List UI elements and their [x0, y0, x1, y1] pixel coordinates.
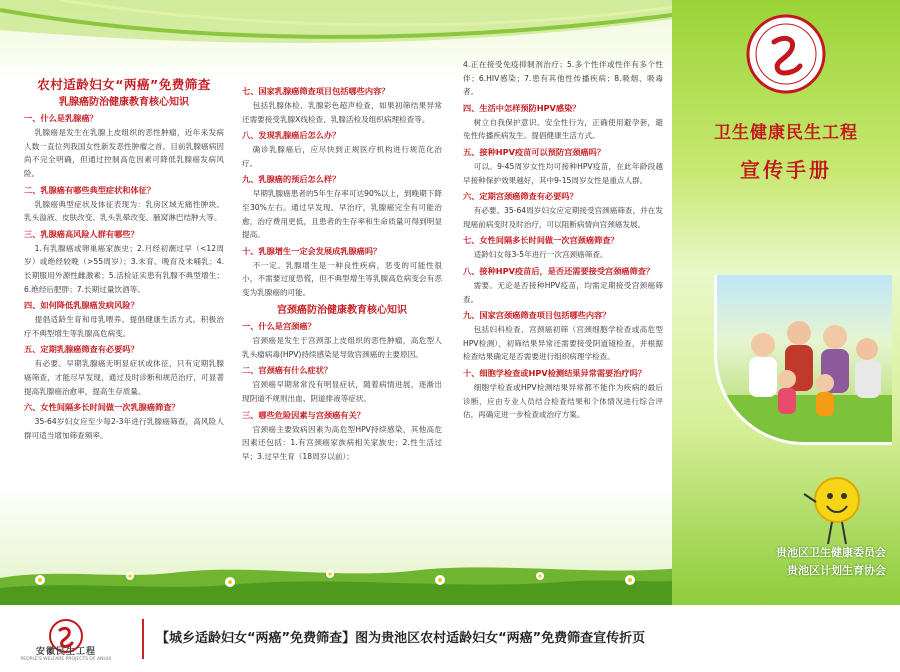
answer: 早期乳腺癌患者的5年生存率可达90%以上，到晚期下降至30%左右。通过早发现、早治疗，乳腺癌完全有可能治愈，治疗费用更低，且患者的生存率和生命质量可得到明显提高。 — [242, 189, 442, 240]
qa-item — [463, 146, 663, 187]
question: 三、哪些危险因素与宫颈癌有关？ — [242, 409, 365, 420]
qa-item — [242, 364, 442, 405]
panel-breast-cervical — [242, 82, 442, 562]
qa-item — [24, 401, 224, 442]
answer: 宫颈癌是发生于宫颈部上皮组织的恶性肿瘤，高危型人乳头瘤病毒(HPV)持续感染是导致宫颈癌的主要原因。 — [242, 336, 442, 359]
question: 七、国家乳腺癌筛查项目包括哪些内容？ — [242, 86, 390, 96]
answer: 提倡适龄生育和母乳喂养。提倡健康生活方式。积极治疗不典型增生等乳腺高危病变。 — [24, 315, 224, 338]
panel-cervical — [463, 58, 663, 558]
qa-item — [242, 409, 442, 464]
organizer-family-planning: 贵池区计划生育协会 — [787, 564, 886, 577]
question: 九、国家宫颈癌筛查项目包括哪些内容？ — [463, 310, 611, 321]
organizer-health-commission: 贵池区卫生健康委员会 — [776, 546, 886, 559]
answer: 有必要。35-64周岁妇女应定期接受宫颈癌筛查，并在发现癌前病变时及时治疗，可以阻断病情向宫颈癌发展。 — [463, 206, 663, 229]
answer: 1.有乳腺癌或卵巢癌家族史；2.月经初潮过早（<12周岁）或绝经较晚（>55周岁）；3.未育、晚育及未哺乳；4.长期服用外源性雌激素；5.活检证实患有乳腺不典型增生；6.绝经后肥胖；7.长期过量饮酒等。 — [24, 243, 224, 294]
question: 八、发现乳腺癌后怎么办？ — [242, 130, 341, 141]
answer: 可以。9-45周岁女性均可接种HPV疫苗，在此年龄段越早接种保护效果越好，其中9-15周岁女性是重点人群。 — [463, 161, 663, 185]
question: 二、乳腺癌有哪些典型症状和体征？ — [24, 184, 156, 195]
qa-item — [24, 184, 224, 225]
section-title-breast: 乳腺癌防治健康教育核心知识 — [59, 96, 189, 108]
answer: 确诊乳腺癌后，应尽快到正规医疗机构进行规范化治疗。 — [242, 145, 442, 168]
section-title-cervical: 宫颈癌防治健康教育核心知识 — [277, 304, 407, 316]
continued-text: 4.正在接受免疫抑制剂治疗；5.多个性伴或性伴有多个性伴；6.HIV感染；7.患有其他性传播疾病；8.吸烟、吸毒者。 — [463, 60, 663, 97]
flyer-title: 农村适龄妇女“两癌”免费筛查 — [37, 77, 211, 92]
answer: 树立自我保护意识。安全性行为，正确使用避孕套，避免性传播疾病发生。提倡健康生活方式。 — [463, 117, 663, 141]
qa-item — [463, 309, 663, 364]
cover-title: 卫生健康民生工程 — [714, 123, 858, 143]
photo-caption: 【城乡适龄妇女“两癌”免费筛查】图为贵池区农村适龄妇女“两癌”免费筛查宣传折页 — [156, 631, 646, 646]
qa-item — [463, 234, 663, 262]
answer: 乳腺癌典型症状及体征表现为：乳房区域无痛性肿块、乳头溢液、皮肤改变、乳头乳晕改变、腋窝淋巴结肿大等。 — [24, 199, 224, 223]
answer: 细胞学检查或HPV检测结果异常都不能作为疾病的最后诊断，应由专业人员结合检查结果和个体情况进行综合评估，再确定进一步检查或治疗方案。 — [463, 382, 663, 420]
qa-item — [24, 228, 224, 296]
question: 五、接种HPV疫苗可以预防宫颈癌吗？ — [463, 146, 606, 157]
qa-item — [463, 367, 663, 422]
qa-item — [463, 265, 663, 306]
answer: 包括乳腺体检、乳腺彩色超声检查，如果初筛结果异常还需要接受乳腺X线检查、乳腺活检及组织病理检查等。 — [242, 101, 442, 124]
question: 三、乳腺癌高风险人群有哪些？ — [24, 228, 139, 239]
anhui-welfare-logo-icon — [744, 12, 828, 96]
question: 四、如何降低乳腺癌发病风险？ — [24, 300, 139, 311]
footer-logo-text: 安徽民生工程 — [35, 647, 96, 657]
family-illustration — [717, 275, 892, 445]
question: 六、女性间隔多长时间做一次乳腺癌筛查？ — [24, 402, 180, 413]
question: 二、宫颈癌有什么症状？ — [242, 365, 333, 376]
qa-item — [463, 102, 663, 143]
question: 六、定期宫颈癌筛查有必要吗？ — [463, 191, 578, 202]
cover-subtitle: 宣传手册 — [740, 158, 832, 182]
question: 八、接种HPV疫苗后，是否还需要接受宫颈癌筛查？ — [463, 265, 655, 276]
answer: 包括妇科检查、宫颈癌初筛（宫颈细胞学检查或高危型HPV检测），初筛结果异常还需要接受阴道镜检查，并根据检查结果确定是否需要进行组织病理学检查。 — [463, 325, 663, 362]
qa-item — [24, 112, 224, 180]
question: 一、什么是乳腺癌？ — [24, 113, 98, 124]
qa-item — [242, 173, 442, 241]
qa-item — [242, 245, 442, 300]
answer: 不一定。乳腺增生是一种良性疾病，恶变的可能性很小，不需要过度恐慌，但不典型增生等乳腺高危病变会有恶变为乳腺癌的可能。 — [242, 260, 442, 297]
question: 四、生活中怎样预防HPV感染？ — [463, 102, 581, 113]
grass-flowers-decoration — [0, 550, 680, 605]
question: 九、乳腺癌的预后怎么样？ — [242, 174, 341, 185]
family-photo — [714, 275, 892, 445]
smiley-mascot-icon — [802, 470, 872, 550]
qa-item — [242, 320, 442, 361]
footer-divider — [142, 619, 144, 659]
answer: 宫颈癌主要致病因素为高危型HPV持续感染，其他高危因素还包括：1.有宫颈癌家族病相关家族史；2.性生活过早；3.过早生育（18周岁以前）； — [242, 424, 442, 461]
qa-item — [24, 343, 224, 398]
answer: 有必要。早期乳腺癌无明显症状或体征，只有定期乳腺癌筛查，才能尽早发现，通过及时诊断和规范治疗，可显著提高乳腺癌治愈率，提高生存质量。 — [24, 359, 224, 396]
answer: 需要。无论是否接种HPV疫苗，均需定期接受宫颈癌筛查。 — [463, 280, 663, 304]
qa-item — [242, 85, 442, 126]
qa-item — [24, 299, 224, 340]
qa-item — [242, 129, 442, 170]
answer: 乳腺癌是发生在乳腺上皮组织的恶性肿瘤，近年来发病人数一直位列我国女性新发恶性肿瘤之首。目前乳腺癌病因尚不完全明确，但通过控制高危因素可降低乳腺癌发病风险。 — [24, 128, 224, 178]
question: 一、什么是宫颈癌？ — [242, 321, 316, 332]
answer: 宫颈癌早期常常没有明显症状，随着病情进展，逐渐出现阴道不规则出血、阴道排液等症状。 — [242, 380, 442, 403]
question: 五、定期乳腺癌筛查有必要吗？ — [24, 344, 139, 355]
qa-item — [463, 190, 663, 231]
answer: 适龄妇女每3-5年进行一次宫颈癌筛查。 — [473, 250, 608, 260]
answer: 35-64岁妇女应至少每2-3年进行乳腺癌筛查，高风险人群可适当增加筛查频率。 — [24, 417, 224, 440]
question: 七、女性间隔多长时间做一次宫颈癌筛查？ — [463, 235, 619, 246]
question: 十、细胞学检查或HPV检测结果异常需要治疗吗？ — [463, 367, 646, 378]
question: 十、乳腺增生一定会发展成乳腺癌吗？ — [242, 245, 382, 256]
footer-logo-subtext: PEOPLE'S WELFARE PROJECTS OF ANHUI — [20, 657, 112, 662]
cover-panel — [672, 0, 900, 605]
panel-breast-cancer — [24, 72, 224, 552]
caption-footer — [0, 605, 900, 672]
